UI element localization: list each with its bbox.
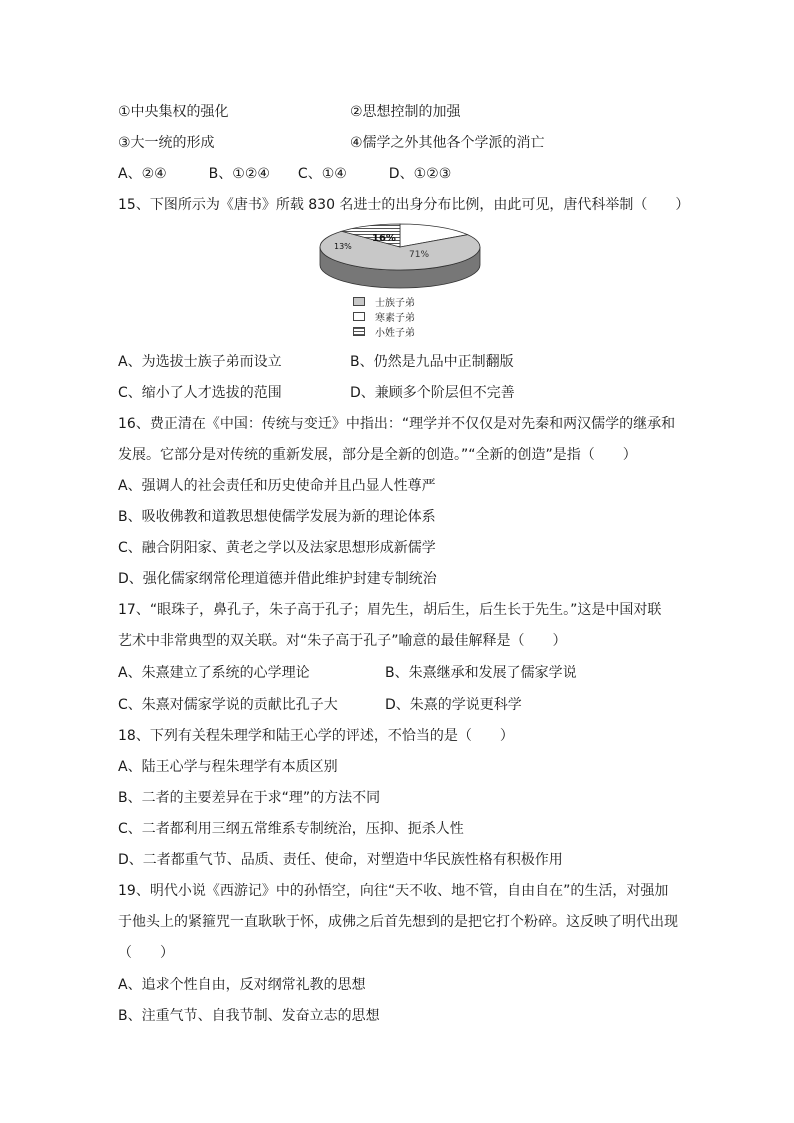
- q18-option-c: C、二者都利用三纲五常维系专制统治，压抑、扼杀人性: [118, 821, 464, 837]
- q16-stem-line1: 16、费正清在《中国：传统与变迁》中指出：“理学并不仅仅是对先秦和两汉儒学的继承和: [118, 416, 676, 432]
- q19-option-a: A、追求个性自由，反对纲常礼教的思想: [118, 977, 366, 993]
- legend-label: 寒素子弟: [375, 313, 415, 324]
- q19-stem-line3: （ ）: [118, 945, 174, 961]
- legend-label: 士族子弟: [375, 298, 415, 309]
- q19-option-b: B、注重气节、自我节制、发奋立志的思想: [118, 1008, 380, 1024]
- q14-option-4: ④儒学之外其他各个学派的消亡: [350, 135, 545, 151]
- q18-stem: 18、下列有关程朱理学和陆王心学的评述，不恰当的是（ ）: [118, 728, 514, 744]
- q15-option-c: C、缩小了人才选拔的范围: [118, 385, 282, 401]
- legend-swatch-gray: [353, 297, 365, 306]
- q16-option-b: B、吸收佛教和道教思想使儒学发展为新的理论体系: [118, 509, 436, 525]
- legend-label: 小姓子弟: [375, 328, 415, 339]
- q16-option-c: C、融合阴阳家、黄老之学以及法家思想形成新儒学: [118, 540, 436, 556]
- q17-option-c: C、朱熹对儒家学说的贡献比孔子大: [118, 697, 338, 713]
- q14-option-1: ①中央集权的强化: [118, 104, 229, 120]
- legend-swatch-hatched: [353, 327, 365, 336]
- q18-option-a: A、陆王心学与程朱理学有本质区别: [118, 759, 338, 775]
- q17-option-b: B、朱熹继承和发展了儒家学说: [385, 665, 577, 681]
- q14-choices: A、②④ B、①②④ C、①④ D、①②③: [118, 166, 452, 182]
- q15-option-a: A、为选拔士族子弟而设立: [118, 354, 282, 370]
- q17-option-d: D、朱熹的学说更科学: [385, 697, 522, 713]
- q16-option-d: D、强化儒家纲常伦理道德并借此维护封建专制统治: [118, 571, 437, 587]
- pie-legend: [353, 294, 415, 339]
- q15-option-b: B、仍然是九品中正制翻版: [350, 354, 514, 370]
- q19-stem-line2: 于他头上的紧箍咒一直耿耿于怀，成佛之后首先想到的是把它打个粉碎。这反映了明代出现: [118, 914, 678, 930]
- q14-option-3: ③大一统的形成: [118, 135, 215, 151]
- legend-swatch-white: [353, 312, 365, 321]
- q17-option-a: A、朱熹建立了系统的心学理论: [118, 665, 310, 681]
- pie-label-16: 16%: [372, 233, 396, 244]
- q16-option-a: A、强调人的社会责任和历史使命并且凸显人性尊严: [118, 478, 436, 494]
- q16-stem-line2: 发展。它部分是对传统的重新发展，部分是全新的创造。”“全新的创造”是指（ ）: [118, 447, 637, 463]
- pie-label-13: 13%: [334, 242, 352, 251]
- q19-stem-line1: 19、明代小说《西游记》中的孙悟空，向往“天不收、地不管，自由自在”的生活，对强加: [118, 883, 669, 899]
- q17-stem-line2: 艺术中非常典型的双关联。对“朱子高于孔子”喻意的最佳解释是（ ）: [118, 633, 567, 649]
- q18-option-b: B、二者的主要差异在于求“理”的方法不同: [118, 790, 381, 806]
- q15-option-d: D、兼顾多个阶层但不完善: [350, 385, 515, 401]
- legend-item-hansu: [353, 309, 415, 324]
- legend-item-xiaoxing: [353, 324, 415, 339]
- q14-option-2: ②思想控制的加强: [350, 104, 461, 120]
- q15-stem: 15、下图所示为《唐书》所载 830 名进士的出身分布比例，由此可见，唐代科举制（ ）: [118, 197, 690, 213]
- q18-option-d: D、二者都重气节、品质、责任、使命，对塑造中华民族性格有积极作用: [118, 852, 563, 868]
- q17-stem-line1: 17、“眼珠子，鼻孔子，朱子高于孔子；眉先生，胡后生，后生长于先生。”这是中国对联: [118, 602, 662, 618]
- pie-label-71: 71%: [409, 250, 430, 260]
- legend-item-shizu: [353, 294, 415, 309]
